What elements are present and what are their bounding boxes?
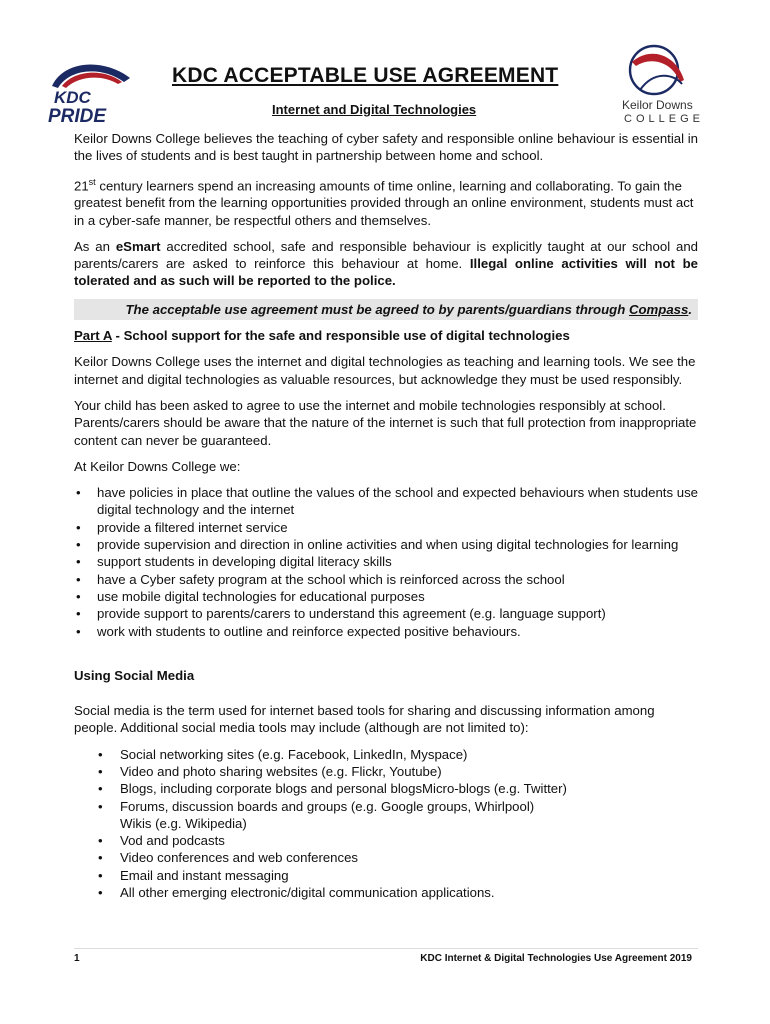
- part-a-heading: Part A - School support for the safe and responsible use of digital technologies: [74, 328, 570, 344]
- footer-title: KDC Internet & Digital Technologies Use Agreement 2019: [420, 953, 692, 964]
- list-item: • use mobile digital technologies for educational purposes: [74, 588, 698, 605]
- list-item: • work with students to outline and reinforce expected positive behaviours.: [74, 623, 698, 640]
- list-item: • have a Cyber safety program at the school which is reinforced across the school: [74, 571, 698, 588]
- social-media-tools-list: [96, 746, 698, 902]
- list-item: • provide support to parents/carers to understand this agreement (e.g. language support): [74, 605, 698, 622]
- part-a-paragraph-1: Keilor Downs College uses the internet and digital technologies as teaching and learning tools. We see the internet and digital technologies as valuable resources, but acknowledge they must be used responsibly.: [74, 354, 696, 387]
- kdc-pride-logo: [44, 56, 140, 126]
- list-item: • All other emerging electronic/digital communication applications.: [96, 884, 698, 901]
- list-item: • Social networking sites (e.g. Facebook, LinkedIn, Myspace): [96, 746, 698, 763]
- page-number: 1: [74, 953, 80, 964]
- list-item: • Vod and podcasts: [96, 832, 698, 849]
- college-name-line-1: Keilor Downs: [622, 98, 693, 112]
- school-commitments-list: [74, 484, 698, 640]
- intro-paragraph-1: Keilor Downs College believes the teaching of cyber safety and responsible online behaviour is essential in the lives of students and is best taught in partnership between home and school.: [74, 131, 698, 164]
- pride-logo-text: PRIDE: [48, 106, 107, 126]
- part-a-paragraph-2: Your child has been asked to agree to use the internet and mobile technologies responsibly at school. Parents/carers should be aware that the nature of the internet is such that full protection from inappropriate content can never be guaranteed.: [74, 397, 697, 448]
- page-subtitle: Internet and Digital Technologies: [272, 102, 477, 117]
- page-title: KDC ACCEPTABLE USE AGREEMENT: [172, 64, 559, 87]
- college-name-line-2: COLLEGE: [624, 113, 704, 125]
- list-item: • Blogs, including corporate blogs and personal blogsMicro-blogs (e.g. Twitter): [96, 780, 698, 797]
- social-media-intro: Social media is the term used for internet based tools for sharing and discussing information among people. Additional social media tools may include (although are not limited to):: [74, 703, 655, 736]
- intro-paragraph-3: As an eSmart accredited school, safe and responsible behaviour is explicitly taught at our school and parents/carers are asked to reinforce this behaviour at home. Illegal online activities will not be tolerated and as such will be reported to the police.: [74, 238, 698, 289]
- footer-divider: [74, 948, 698, 949]
- intro-paragraph-2: 21st century learners spend an increasing amounts of time online, learning and collaborating. To gain the greatest benefit from the learning opportunities provided through an online environment, students must act in a cyber-safe manner, be respectful others and themselves.: [74, 176, 694, 228]
- list-item: Wikis (e.g. Wikipedia): [120, 815, 247, 831]
- list-item: • Forums, discussion boards and groups (e.g. Google groups, Whirlpool): [96, 798, 698, 815]
- list-item: • support students in developing digital literacy skills: [74, 553, 698, 570]
- list-item: • provide a filtered internet service: [74, 519, 698, 536]
- list-item: • have policies in place that outline the values of the school and expected behaviours when students use digital technology and the internet: [74, 484, 698, 519]
- document-body: [74, 130, 698, 901]
- list-item: • Video and photo sharing websites (e.g. Flickr, Youtube): [96, 763, 698, 780]
- part-a-paragraph-3: At Keilor Downs College we:: [74, 458, 241, 474]
- social-media-heading: Using Social Media: [74, 667, 195, 683]
- compass-link[interactable]: Compass: [628, 301, 689, 317]
- list-item: • Email and instant messaging: [96, 867, 698, 884]
- agreement-note: The acceptable use agreement must be agreed to by parents/guardians through Compass.: [74, 299, 698, 320]
- list-item: • Video conferences and web conferences: [96, 849, 698, 866]
- kdc-logo-text: KDC: [54, 88, 91, 107]
- list-item: • provide supervision and direction in online activities and when using digital technologies for learning: [74, 536, 698, 553]
